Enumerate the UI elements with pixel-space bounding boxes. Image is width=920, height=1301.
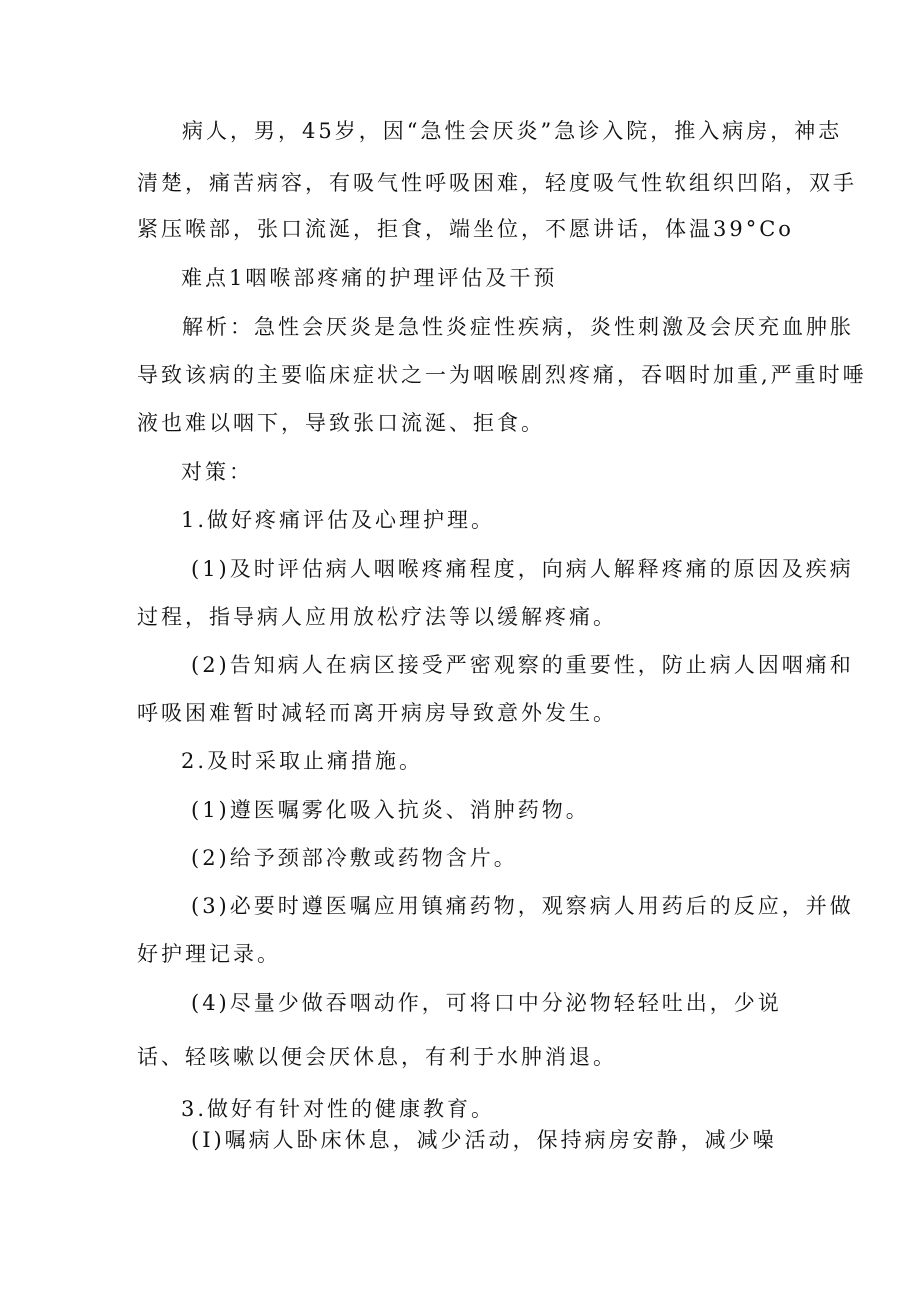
list-heading: 3.做好有针对性的健康教育。 bbox=[181, 1097, 496, 1121]
list-item: (1)及时评估病人咽喉疼痛程度，向病人解释疼痛的原因及疾病 bbox=[191, 557, 854, 581]
list-heading: 2.及时采取止痛措施。 bbox=[181, 749, 424, 773]
text-line: 清楚，痛苦病容，有吸气性呼吸困难，轻度吸气性软组织凹陷，双手 bbox=[137, 171, 857, 195]
list-item-continuation: 话、轻咳嗽以便会厌休息，有利于水肿消退。 bbox=[137, 1045, 617, 1069]
list-item: (2)给予颈部冷敷或药物含片。 bbox=[191, 846, 518, 870]
list-item: (2)告知病人在病区接受严密观察的重要性，防止病人因咽痛和 bbox=[191, 653, 854, 677]
text-line: 液也难以咽下，导致张口流涎、拒食。 bbox=[137, 411, 545, 435]
section-label: 对策： bbox=[181, 460, 253, 484]
list-item: (I)嘱病人卧床休息，减少活动，保持病房安静，减少噪 bbox=[191, 1128, 777, 1152]
text-line: 导致该病的主要临床症状之一为咽喉剧烈疼痛，吞咽时加重,严重时唾 bbox=[137, 363, 867, 387]
list-item: (4)尽量少做吞咽动作，可将口中分泌物轻轻吐出，少说 bbox=[191, 991, 782, 1015]
section-heading: 难点1咽喉部疼痛的护理评估及干预 bbox=[181, 266, 558, 290]
list-item-continuation: 过程，指导病人应用放松疗法等以缓解疼痛。 bbox=[137, 605, 617, 629]
text-line: 解析：急性会厌炎是急性炎症性疾病，炎性刺激及会厌充血肿胀 bbox=[182, 315, 854, 339]
text-line: 紧压喉部，张口流涎，拒食，端坐位，不愿讲话，体温39°Co bbox=[137, 217, 794, 241]
list-item: (3)必要时遵医嘱应用镇痛药物，观察病人用药后的反应，并做 bbox=[191, 894, 854, 918]
list-item-continuation: 好护理记录。 bbox=[137, 942, 281, 966]
list-item: (1)遵医嘱雾化吸入抗炎、消肿药物。 bbox=[191, 798, 590, 822]
text-line: 病人，男，45岁，因“急性会厌炎”急诊入院，推入病房，神志 bbox=[182, 119, 843, 143]
list-item-continuation: 呼吸困难暂时减轻而离开病房导致意外发生。 bbox=[137, 701, 617, 725]
list-heading: 1.做好疼痛评估及心理护理。 bbox=[181, 508, 496, 532]
